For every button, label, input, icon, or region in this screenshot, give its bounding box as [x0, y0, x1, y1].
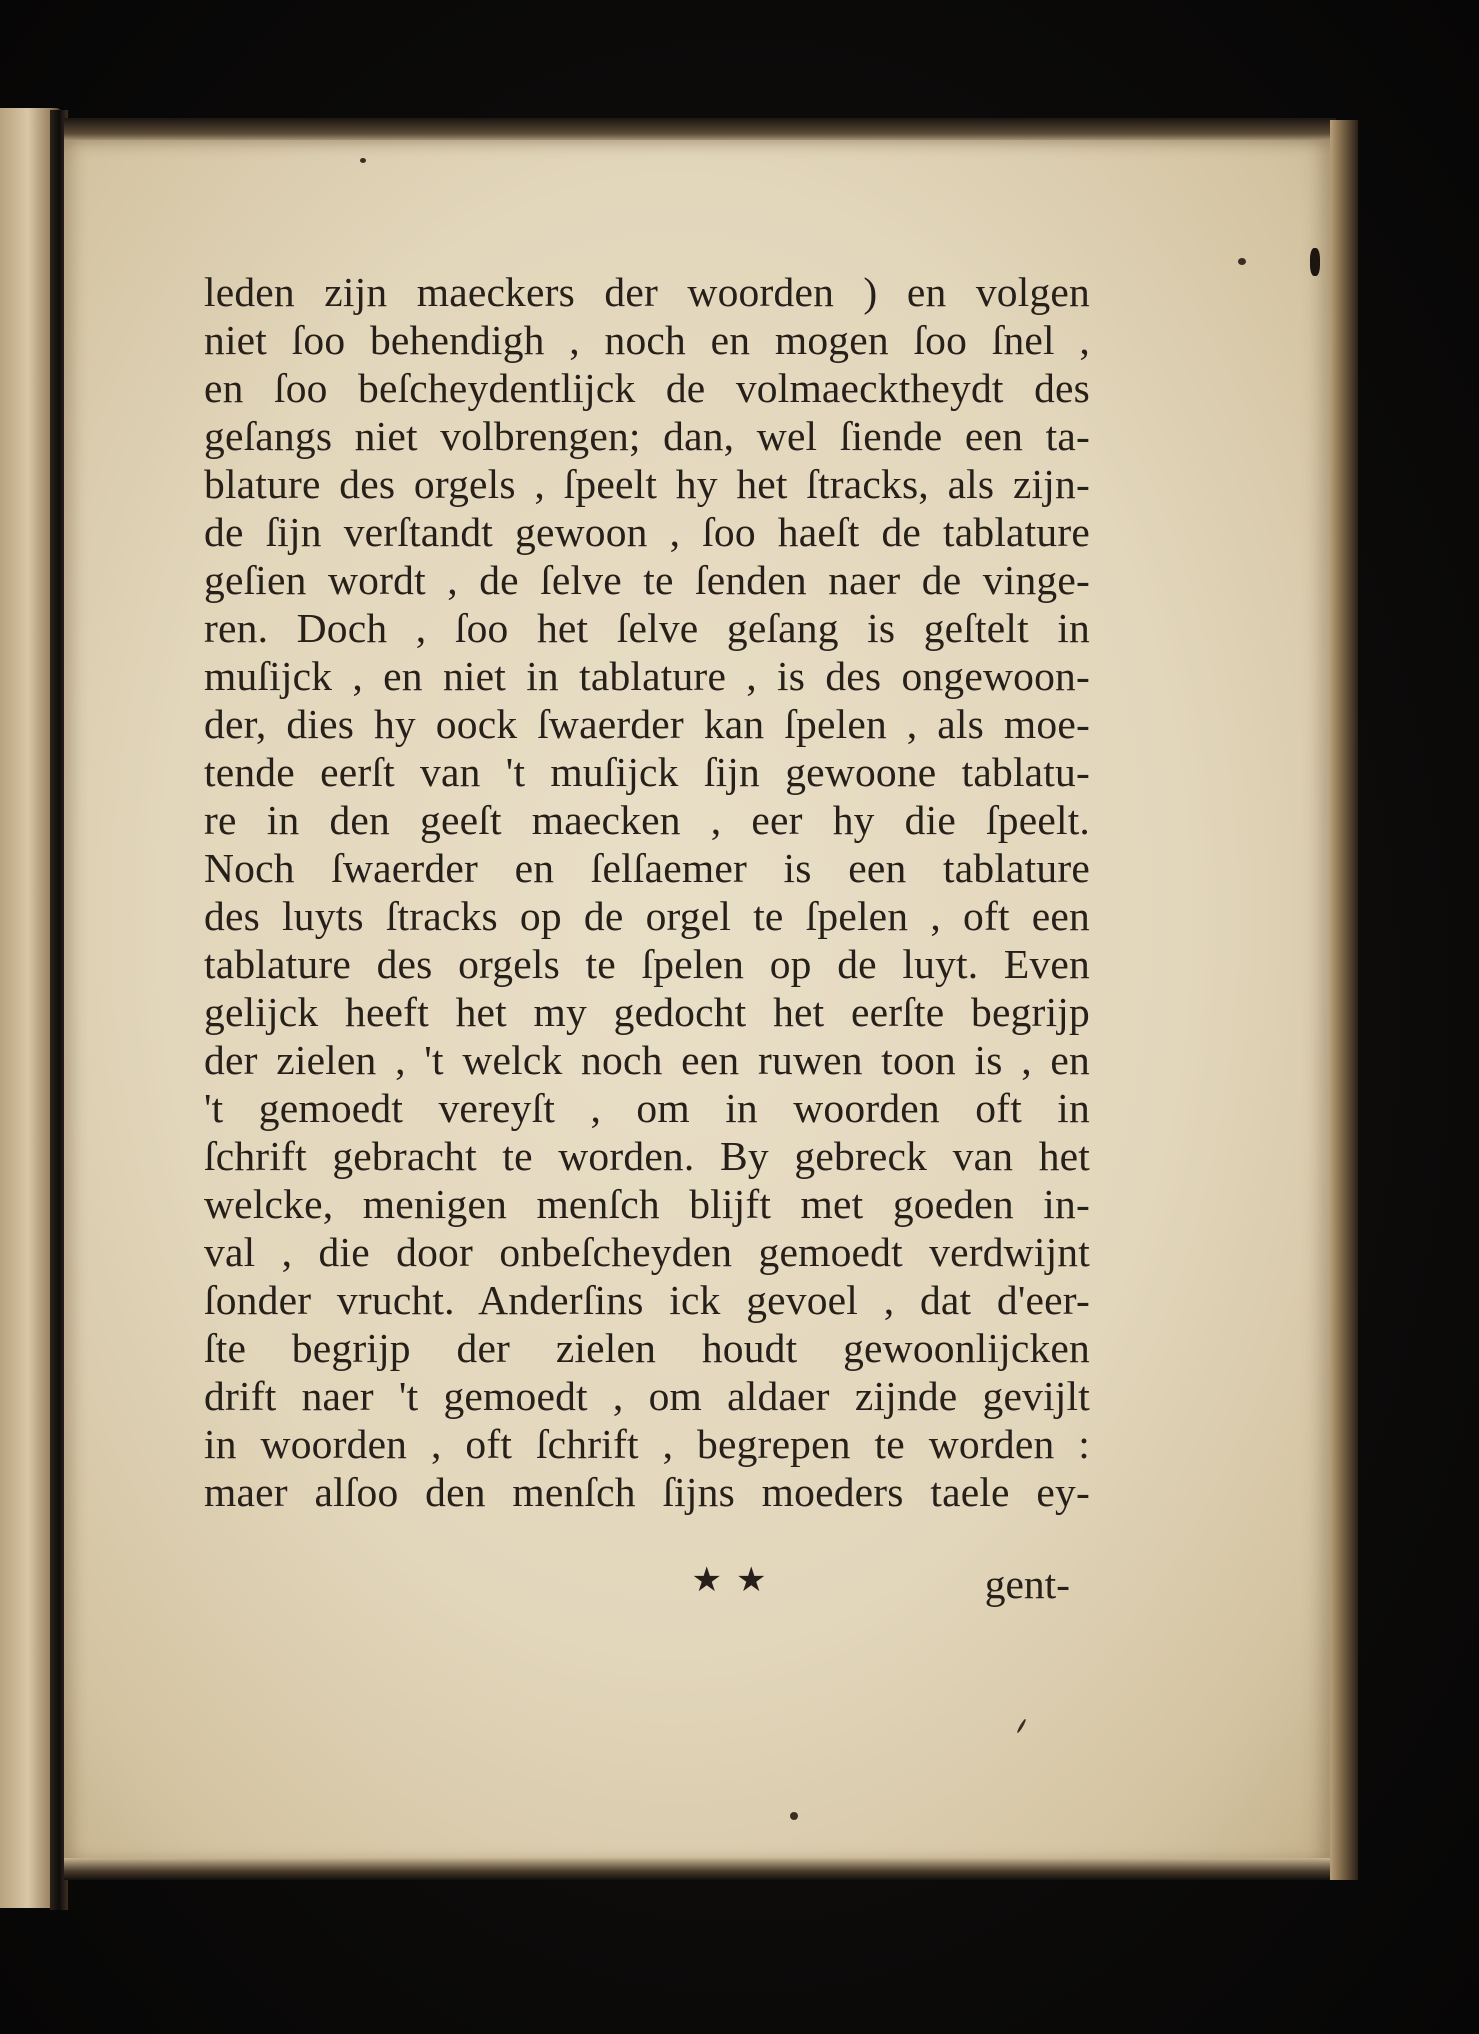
page-bottom-shadow	[64, 1858, 1336, 1880]
text-line: ſte begrijp der zielen houdt gewoonlijcken	[204, 1325, 1090, 1371]
text-line: muſijck , en niet in tablature , is des ongewoon-	[204, 653, 1090, 699]
text-line: 't gemoedt vereyſt , om in woorden oft in	[204, 1085, 1090, 1131]
text-line: in woorden , oft ſchrift , begrepen te worden :	[204, 1421, 1090, 1467]
text-line: ſchrift gebracht te worden. By gebreck van het	[204, 1133, 1090, 1179]
text-line: en ſoo beſcheydentlijck de volmaecktheydt des	[204, 365, 1090, 411]
text-line: der zielen , 't welck noch een ruwen toon is , en	[204, 1037, 1090, 1083]
page-footer	[204, 1560, 1070, 1610]
text-line: gelijck heeft het my gedocht het eerſte begrijp	[204, 989, 1090, 1035]
text-line: welcke, menigen menſch blijft met goeden in-	[204, 1181, 1090, 1227]
signature-mark: ★★	[691, 1562, 781, 1599]
paper-speck	[790, 1812, 798, 1820]
text-line: tende eerſt van 't muſijck ſijn gewoone tablatu-	[204, 749, 1090, 795]
text-line: der, dies hy oock ſwaerder kan ſpelen , als moe-	[204, 701, 1090, 747]
text-line: ſonder vrucht. Anderſins ick gevoel , dat d'eer-	[204, 1277, 1090, 1323]
paper-speck	[1310, 248, 1320, 276]
text-line: ren. Doch , ſoo het ſelve geſang is geſtelt in	[204, 605, 1090, 651]
text-line: tablature des orgels te ſpelen op de luyt. Even	[204, 941, 1090, 987]
text-line: Noch ſwaerder en ſelſaemer is een tablature	[204, 845, 1090, 891]
text-line: maer alſoo den menſch ſijns moeders taele ey-	[204, 1469, 1090, 1515]
text-line: geſangs niet volbrengen; dan, wel ſiende een ta-	[204, 413, 1090, 459]
text-line: geſien wordt , de ſelve te ſenden naer de vinge-	[204, 557, 1090, 603]
text-line: niet ſoo behendigh , noch en mogen ſoo ſnel ,	[204, 317, 1090, 363]
paper-speck	[360, 158, 366, 163]
text-line: val , die door onbeſcheyden gemoedt verdwijnt	[204, 1229, 1090, 1275]
text-line: des luyts ſtracks op de orgel te ſpelen , oft een	[204, 893, 1090, 939]
text-line: blature des orgels , ſpeelt hy het ſtracks, als zijn-	[204, 461, 1090, 507]
page-text	[204, 268, 1090, 1516]
catchword: gent-	[984, 1561, 1070, 1607]
text-line: leden zijn maeckers der woorden ) en volgen	[204, 269, 1090, 315]
text-line: de ſijn verſtandt gewoon , ſoo haeſt de tablature	[204, 509, 1090, 555]
page-fore-edge	[1330, 120, 1358, 1880]
text-line: re in den geeſt maecken , eer hy die ſpeelt.	[204, 797, 1090, 843]
paper-speck	[1238, 258, 1246, 265]
text-line: drift naer 't gemoedt , om aldaer zijnde gevijlt	[204, 1373, 1090, 1419]
